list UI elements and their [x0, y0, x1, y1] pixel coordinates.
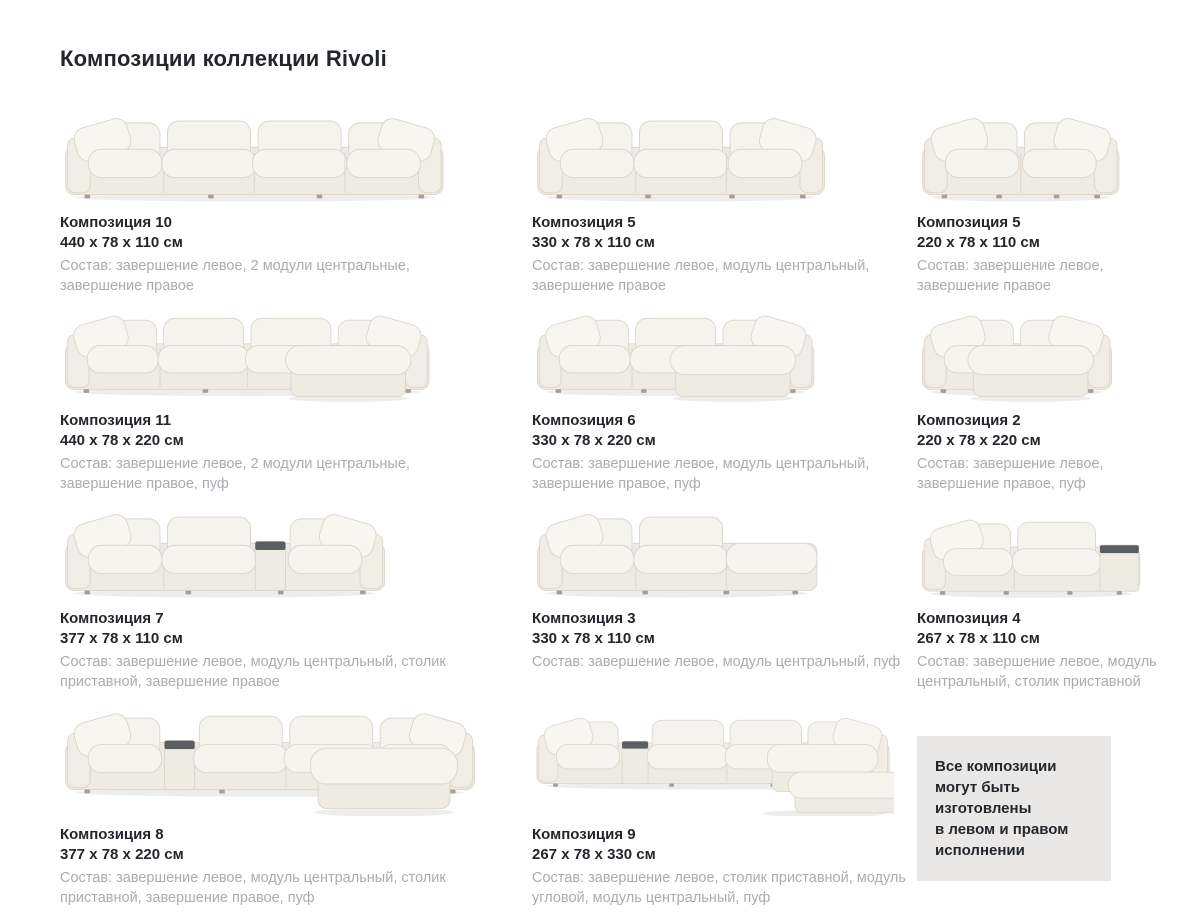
sofa-image: [60, 698, 480, 816]
sofa-image: [532, 104, 894, 204]
note-box: [917, 736, 1111, 881]
composition-title: Композиция 5: [917, 214, 1021, 231]
composition-dimensions: 267 x 78 x 110 см: [917, 630, 1040, 647]
composition-card: [60, 104, 532, 296]
composition-parts: Состав: завершение левое, 2 модули центральные, завершение правое, пуф: [60, 456, 410, 492]
composition-title: Композиция 3: [532, 610, 636, 627]
composition-dimensions: 330 x 78 x 110 см: [532, 630, 655, 647]
composition-dimensions: 330 x 78 x 110 см: [532, 234, 655, 251]
sofa-illustration: [60, 104, 480, 204]
composition-parts: Состав: завершение левое, модуль центральный, завершение правое, пуф: [532, 456, 870, 492]
composition-title: Композиция 8: [60, 826, 164, 843]
sofa-image: [60, 302, 480, 402]
composition-title: Композиция 6: [532, 412, 636, 429]
composition-dimensions: 377 x 78 x 220 см: [60, 846, 184, 863]
composition-title: Композиция 2: [917, 412, 1021, 429]
composition-parts: Состав: завершение левое, завершение правое, пуф: [917, 456, 1104, 492]
sofa-illustration: [532, 500, 894, 600]
composition-dimensions: 440 x 78 x 110 см: [60, 234, 183, 251]
composition-card: [917, 104, 1200, 296]
composition-card: [60, 302, 532, 494]
composition-card: [917, 500, 1200, 692]
sofa-image: [917, 104, 1145, 204]
composition-parts: Состав: завершение левое, столик приставной, модуль угловой, модуль центральный, пуф: [532, 870, 906, 906]
composition-title: Композиция 11: [60, 412, 172, 429]
sofa-image: [60, 500, 480, 600]
composition-card: [60, 500, 532, 692]
note-line: могут быть изготовлены: [935, 779, 1032, 817]
composition-parts: Состав: завершение левое, модуль центральный, пуф: [532, 654, 901, 670]
composition-parts: Состав: завершение левое, модуль центральный, завершение правое: [532, 258, 870, 294]
sofa-image: [532, 500, 894, 600]
composition-card: [532, 500, 917, 672]
composition-dimensions: 377 x 78 x 110 см: [60, 630, 183, 647]
composition-dimensions: 330 x 78 x 220 см: [532, 432, 656, 449]
sofa-illustration: [917, 302, 1145, 402]
sofa-illustration: [60, 302, 480, 402]
composition-parts: Состав: завершение левое, 2 модули центральные, завершение правое: [60, 258, 410, 294]
sofa-illustration: [917, 500, 1145, 600]
composition-parts: Состав: завершение левое, модуль центральный, столик приставной, завершение правое, пуф: [60, 870, 446, 906]
composition-dimensions: 267 x 78 x 330 см: [532, 846, 656, 863]
page-title: Композиции коллекции Rivoli: [60, 46, 387, 71]
composition-card: [532, 698, 917, 908]
composition-card: [917, 302, 1200, 494]
note-line: в левом и правом: [935, 821, 1069, 838]
sofa-illustration: [532, 302, 894, 402]
composition-card: [532, 104, 917, 296]
composition-title: Композиция 4: [917, 610, 1021, 627]
composition-dimensions: 220 x 78 x 220 см: [917, 432, 1041, 449]
note-line: Все композиции: [935, 758, 1057, 775]
sofa-image: [60, 104, 480, 204]
sofa-image: [917, 500, 1145, 600]
sofa-illustration: [60, 698, 480, 816]
composition-dimensions: 440 x 78 x 220 см: [60, 432, 184, 449]
sofa-image: [532, 698, 894, 816]
cards-grid: [60, 104, 1157, 914]
composition-title: Композиция 9: [532, 826, 636, 843]
composition-card: [532, 302, 917, 494]
composition-title: Композиция 5: [532, 214, 636, 231]
composition-title: Композиция 10: [60, 214, 172, 231]
sofa-illustration: [532, 698, 894, 816]
composition-title: Композиция 7: [60, 610, 164, 627]
sofa-illustration: [917, 104, 1145, 204]
sofa-image: [917, 302, 1145, 402]
composition-parts: Состав: завершение левое, модуль центральный, столик приставной: [917, 654, 1157, 690]
sofa-illustration: [60, 500, 480, 600]
composition-dimensions: 220 x 78 x 110 см: [917, 234, 1040, 251]
composition-parts: Состав: завершение левое, завершение правое: [917, 258, 1104, 294]
note-line: исполнении: [935, 842, 1025, 859]
sofa-illustration: [532, 104, 894, 204]
sofa-image: [532, 302, 894, 402]
composition-parts: Состав: завершение левое, модуль центральный, столик приставной, завершение правое: [60, 654, 446, 690]
composition-card: [60, 698, 532, 908]
